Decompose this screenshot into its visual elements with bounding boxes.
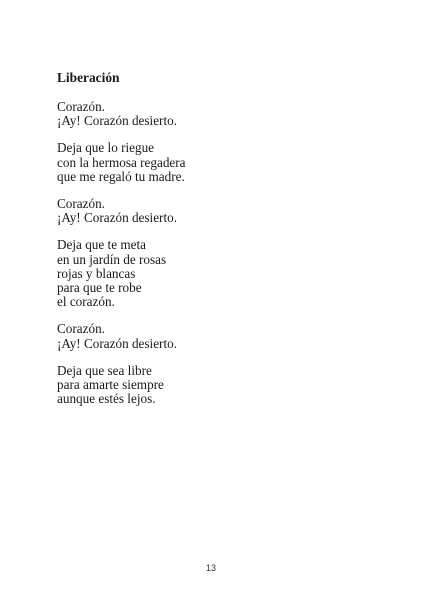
poem bbox=[57, 70, 377, 419]
poem-line: Deja que te meta bbox=[57, 237, 146, 253]
poem-line: aunque estés lejos. bbox=[57, 391, 156, 407]
poem-line: el corazón. bbox=[57, 294, 115, 310]
page-number: 13 bbox=[205, 563, 216, 573]
poem-line: ¡Ay! Corazón desierto. bbox=[57, 113, 177, 129]
poem-line: rojas y blancas bbox=[57, 265, 136, 281]
poem-line: Deja que sea libre bbox=[57, 362, 152, 378]
stanza-6 bbox=[57, 364, 377, 407]
stanza-3 bbox=[57, 197, 377, 225]
poem-line: Corazón. bbox=[57, 196, 105, 212]
stanza-2 bbox=[57, 141, 377, 184]
poem-line: Corazón. bbox=[57, 321, 105, 337]
poem-line: que me regaló tu madre. bbox=[57, 168, 185, 184]
stanza-5 bbox=[57, 322, 377, 350]
poem-line: ¡Ay! Corazón desierto. bbox=[57, 210, 177, 226]
poem-line: Corazón. bbox=[57, 99, 105, 114]
poem-line: para amarte siempre bbox=[57, 377, 164, 393]
poem-title: Liberación bbox=[57, 70, 120, 85]
poem-line: Deja que lo riegue bbox=[57, 140, 155, 156]
stanza-1 bbox=[57, 100, 377, 128]
poem-line: ¡Ay! Corazón desierto. bbox=[57, 335, 177, 351]
poem-line: con la hermosa regadera bbox=[57, 154, 186, 170]
poem-line: en un jardín de rosas bbox=[57, 251, 167, 267]
stanza-4 bbox=[57, 238, 377, 309]
poem-line: para que te robe bbox=[57, 280, 142, 296]
